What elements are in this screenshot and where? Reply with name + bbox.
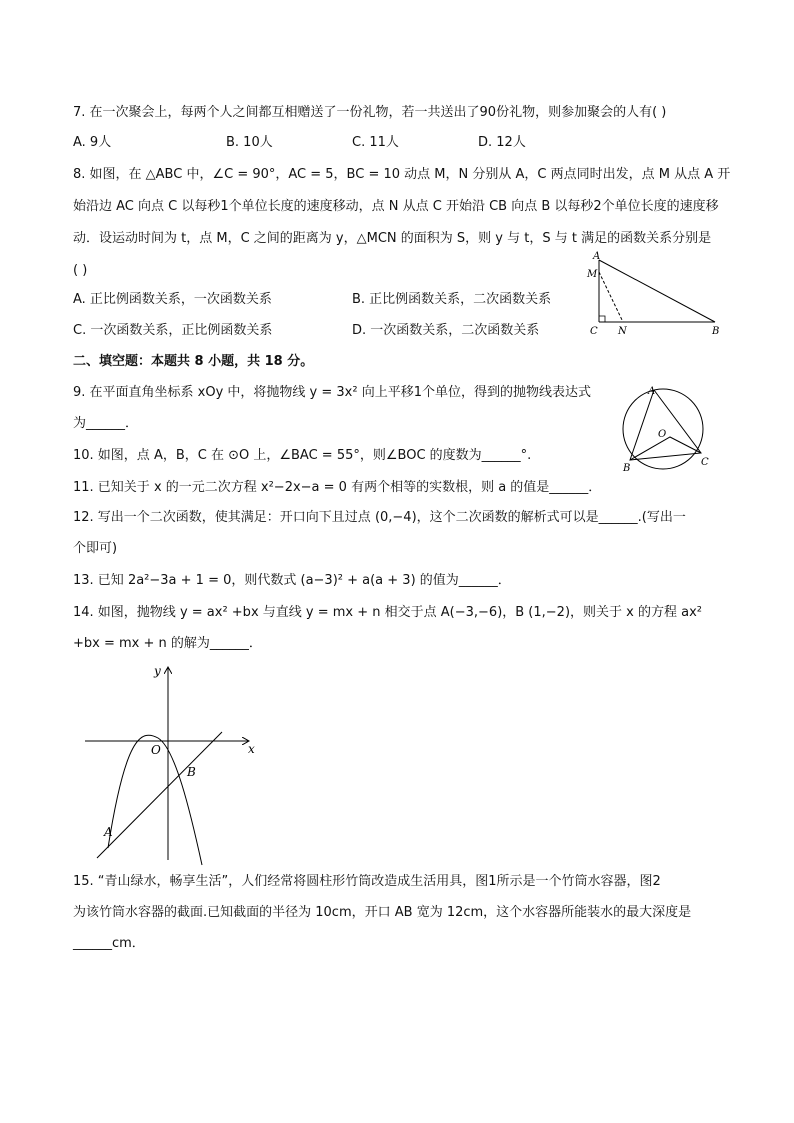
q14-graph-figure <box>80 660 270 865</box>
q8-line2: 始沿边 AC 向点 C 以每秒1个单位长度的速度移动，点 N 从点 C 开始沿 CB 向点 B 以每秒2个单位长度的速度移 <box>73 199 719 214</box>
q15-line1: 15. “青山绿水，畅享生活”，人们经常将圆柱形竹筒改造成生活用具，图1所示是一个竹筒水容器，图2 <box>73 874 661 889</box>
section-2-heading: 二、填空题：本题共 8 小题，共 18 分。 <box>73 354 314 369</box>
q10-circle-figure <box>618 382 718 474</box>
q7-option-c: C. 11人 <box>352 135 399 150</box>
q14-line2: +bx = mx + n 的解为______． <box>73 636 262 651</box>
q8-label-a: A <box>593 251 601 262</box>
q8-label-b: B <box>712 326 720 337</box>
q11-stem: 11. 已知关于 x 的一元二次方程 x²−2x−a = 0 有两个相等的实数根，则 a 的值是______． <box>73 480 602 495</box>
q10-stem: 10. 如图，点 A，B，C 在 ⊙O 上，∠BAC = 55°，则∠BOC 的度数为______°. <box>73 448 532 463</box>
q9-line1: 9. 在平面直角坐标系 xOy 中，将抛物线 y = 3x² 向上平移1个单位，得到的抛物线表达式 <box>73 385 591 400</box>
q7-option-a: A. 9人 <box>73 135 112 150</box>
q14-line1: 14. 如图，抛物线 y = ax² +bx 与直线 y = mx + n 相交于点 A(−3,−6)，B (1,−2)，则关于 x 的方程 ax² <box>73 605 702 620</box>
q15-line2: 为该竹筒水容器的截面.已知截面的半径为 10cm，开口 AB 宽为 12cm，这个水容器所能装水的最大深度是 <box>73 905 692 920</box>
q10-label-c: C <box>701 457 709 468</box>
q14-label-b: B <box>187 765 196 779</box>
q10-label-a: A <box>648 386 656 397</box>
q8-line1: 8. 如图，在 △ABC 中，∠C = 90°，AC = 5，BC = 10 动点 M，N 分别从 A，C 两点同时出发，点 M 从点 A 开 <box>73 167 731 182</box>
q8-option-c: C. 一次函数关系，正比例函数关系 <box>73 323 273 338</box>
q8-line4: ( ) <box>73 263 88 278</box>
q9-line2: 为______． <box>73 416 139 431</box>
q8-option-b: B. 正比例函数关系，二次函数关系 <box>352 292 552 307</box>
q8-label-c: C <box>590 326 598 337</box>
q8-option-a: A. 正比例函数关系，一次函数关系 <box>73 292 272 307</box>
q13-stem: 13. 已知 2a²−3a + 1 = 0，则代数式 (a−3)² + a(a + 3) 的值为______． <box>73 573 511 588</box>
q14-label-y: y <box>154 664 161 678</box>
q15-line3: ______cm． <box>73 936 145 951</box>
q8-label-m: M <box>587 269 598 280</box>
q10-label-b: B <box>623 463 631 474</box>
q8-label-n: N <box>618 326 627 337</box>
q8-line3: 动．设运动时间为 t，点 M，C 之间的距离为 y，△MCN 的面积为 S，则 y 与 t，S 与 t 满足的函数关系分别是 <box>73 231 712 246</box>
q7-option-d: D. 12人 <box>478 135 526 150</box>
q12-line2: 个即可) <box>73 541 118 556</box>
q14-label-x: x <box>248 742 255 756</box>
q14-label-a: A <box>104 825 113 839</box>
q8-triangle-figure <box>585 252 725 340</box>
q10-label-o: O <box>658 429 667 440</box>
q14-label-o: O <box>151 743 161 757</box>
q7-option-b: B. 10人 <box>226 135 273 150</box>
q8-option-d: D. 一次函数关系，二次函数关系 <box>352 323 540 338</box>
q12-line1: 12. 写出一个二次函数，使其满足：开口向下且过点 (0,−4)，这个二次函数的解析式可以是______.(写出一 <box>73 510 686 525</box>
q7-stem: 7. 在一次聚会上，每两个人之间都互相赠送了一份礼物，若一共送出了90份礼物，则参加聚会的人有( ) <box>73 105 667 120</box>
